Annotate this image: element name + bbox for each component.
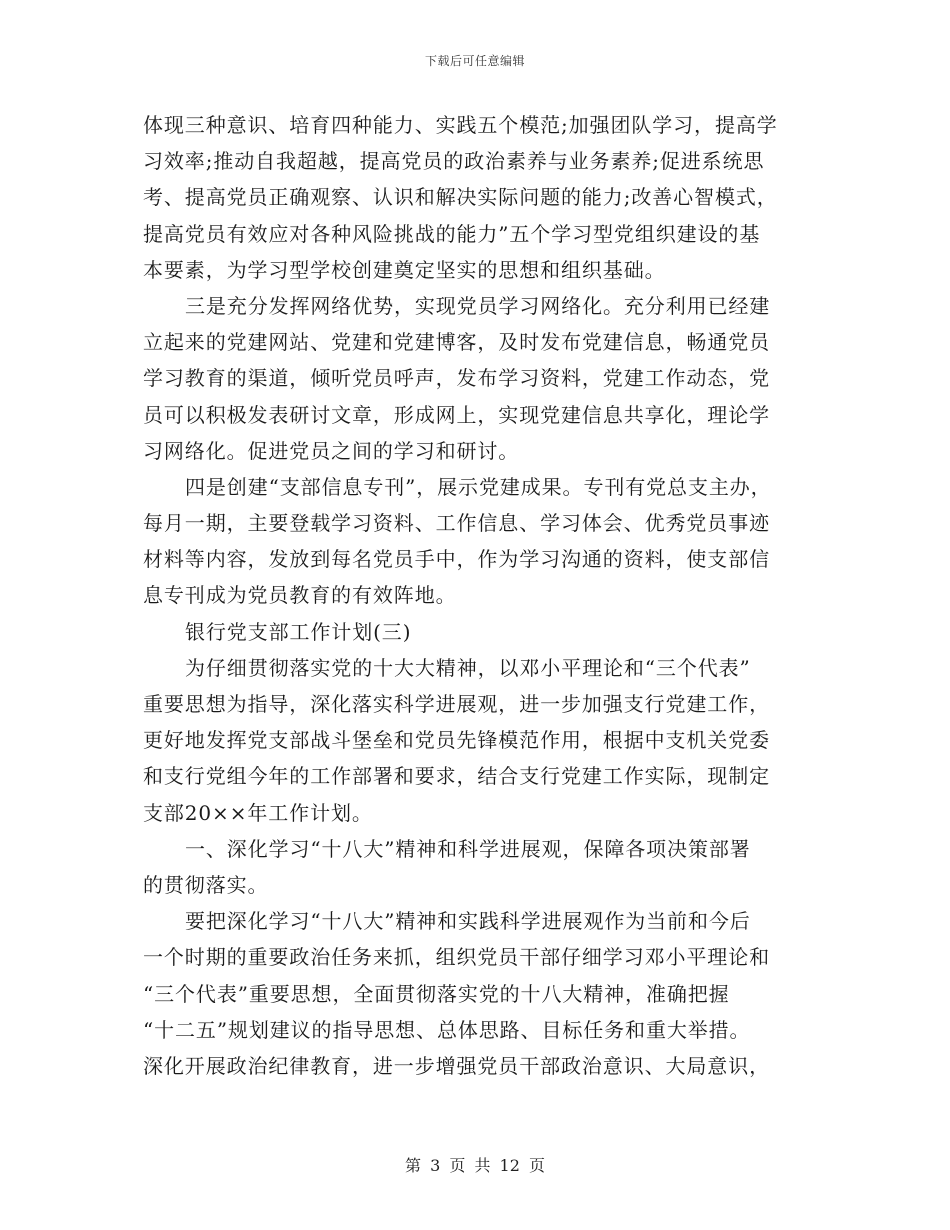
text-line: 要把深化学习“十八大”精神和实践科学进展观作为当前和今后 xyxy=(185,909,751,934)
text-line: “三个代表”重要思想，全面贯彻落实党的十八大精神，准确把握 xyxy=(143,981,730,1006)
text-line: 息专刊成为党员教育的有效阵地。 xyxy=(143,583,457,608)
text-line: 本要素，为学习型学校创建奠定坚实的思想和组织基础。 xyxy=(143,257,666,282)
document-body xyxy=(143,107,807,1084)
text-line: 银行党支部工作计划(三) xyxy=(185,619,412,644)
text-line: 更好地发挥党支部战斗堡垒和党员先锋模范作用，根据中支机关党委 xyxy=(143,728,770,753)
text-line: 支部20××年工作计划。 xyxy=(143,800,373,825)
text-line: 提高党员有效应对各种风险挑战的能力”五个学习型党组织建设的基 xyxy=(143,221,761,246)
text-line: 学习教育的渠道，倾听党员呼声，发布学习资料，党建工作动态，党 xyxy=(143,366,770,391)
text-line: 三是充分发挥网络优势，实现党员学习网络化。充分利用已经建 xyxy=(185,293,771,318)
page-footer: 第 3 页 共 12 页 xyxy=(405,1156,545,1175)
text-line: 立起来的党建网站、党建和党建博客，及时发布党建信息，畅通党员 xyxy=(143,330,770,355)
text-line: 为仔细贯彻落实党的十大大精神，以邓小平理论和“三个代表” xyxy=(185,655,751,680)
text-line: 和支行党组今年的工作部署和要求，结合支行党建工作实际，现制定 xyxy=(143,764,770,789)
text-line: 四是创建“支部信息专刊”，展示党建成果。专刊有党总支主办， xyxy=(185,474,772,499)
text-line: 深化开展政治纪律教育，进一步增强党员干部政治意识、大局意识， xyxy=(143,1053,770,1078)
text-line: 员可以积极发表研讨文章，形成网上，实现党建信息共享化，理论学 xyxy=(143,402,770,427)
text-line: 一、深化学习“十八大”精神和科学进展观，保障各项决策部署 xyxy=(185,836,751,861)
text-line: 习网络化。促进党员之间的学习和研讨。 xyxy=(143,438,520,463)
text-line: 的贯彻落实。 xyxy=(143,872,269,897)
text-line: 每月一期，主要登载学习资料、工作信息、学习体会、优秀党员事迹 xyxy=(143,511,770,536)
text-line: 习效率;推动自我超越，提高党员的政治素养与业务素养;促进系统思 xyxy=(143,149,765,174)
text-line: 一个时期的重要政治任务来抓，组织党员干部仔细学习邓小平理论和 xyxy=(143,945,770,970)
text-line: 重要思想为指导，深化落实科学进展观，进一步加强支行党建工作， xyxy=(143,692,770,716)
text-line: 材料等内容，发放到每名党员手中，作为学习沟通的资料，使支部信 xyxy=(143,547,770,572)
text-line: 考、提高党员正确观察、认识和解决实际问题的能力;改善心智模式， xyxy=(143,185,778,210)
text-line: “十二五”规划建议的指导思想、总体思路、目标任务和重大举措。 xyxy=(143,1017,751,1042)
text-line: 体现三种意识、培育四种能力、实践五个模范;加强团队学习，提高学 xyxy=(143,113,778,137)
page-header: 下载后可任意编辑 xyxy=(424,54,525,68)
